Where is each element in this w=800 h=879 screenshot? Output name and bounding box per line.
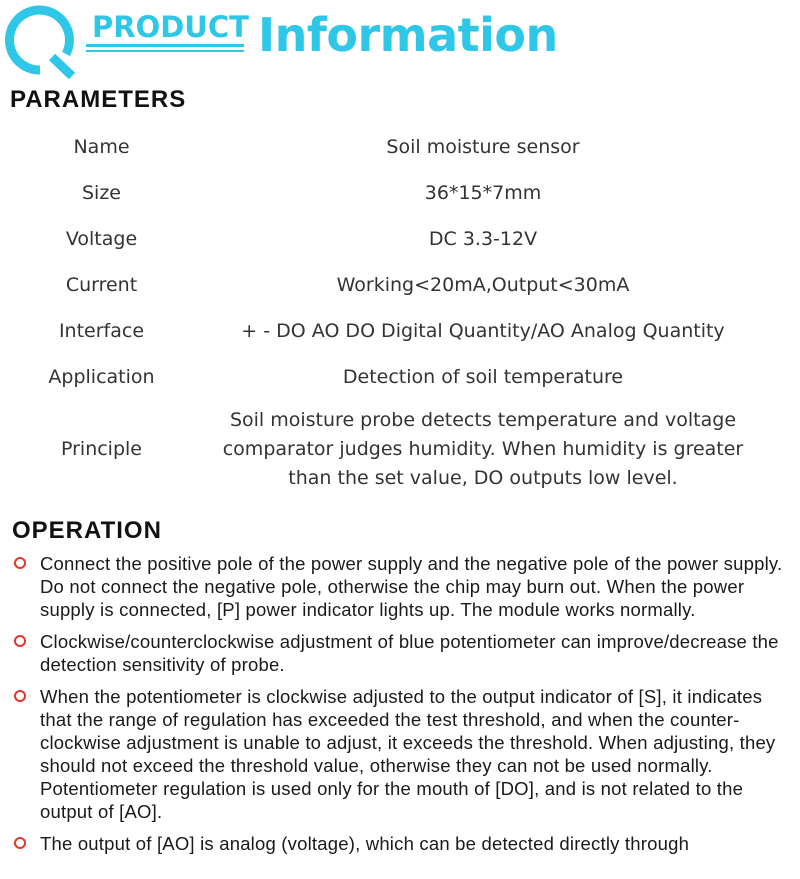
- param-row-name: [0, 124, 800, 170]
- operation-heading: OPERATION: [12, 517, 162, 544]
- parameters-heading: PARAMETERS: [10, 86, 187, 113]
- param-value: 36*15*7mm: [424, 181, 542, 204]
- param-row-application: [0, 354, 800, 400]
- param-label: Interface: [58, 320, 145, 342]
- param-row-size: [0, 170, 800, 216]
- param-label: Name: [73, 136, 130, 158]
- param-row-current: [0, 262, 800, 308]
- operation-text: The output of [AO] is analog (voltage), which can be detected directly through: [40, 833, 690, 854]
- bullet-circle-icon: [14, 635, 26, 647]
- param-label: Voltage: [65, 228, 138, 250]
- product-underline-2: [86, 50, 244, 52]
- param-row-principle: [0, 404, 800, 494]
- param-row-interface: [0, 308, 800, 354]
- list-item: [0, 630, 800, 676]
- param-label: Principle: [60, 438, 142, 460]
- magnifier-logo-icon: [0, 0, 90, 80]
- list-item: [0, 552, 800, 621]
- param-label: Size: [81, 182, 121, 204]
- page-header: [0, 0, 800, 80]
- product-logo-word: PRODUCT: [92, 10, 249, 44]
- page-title: Information: [258, 8, 558, 62]
- param-label: Application: [48, 366, 155, 388]
- list-item: [0, 832, 800, 855]
- param-value: + - DO AO DO Digital Quantity/AO Analog Quantity: [241, 319, 725, 342]
- param-value: DC 3.3-12V: [428, 227, 538, 250]
- operation-text: Connect the positive pole of the power supply and the negative pole of the power supply. Do not connect the negative pole, otherwise the chip may burn out. When the power supply is connected, [P] power indicator lights up. The module works normally.: [40, 553, 783, 620]
- param-row-voltage: [0, 216, 800, 262]
- param-value: Soil moisture sensor: [386, 135, 580, 158]
- param-value: Soil moisture probe detects temperature and voltage comparator judges humidity. When humidity is greater than the set value, DO outputs low level.: [222, 408, 744, 489]
- bullet-circle-icon: [14, 690, 26, 702]
- param-label: Current: [65, 274, 138, 296]
- param-value: Working<20mA,Output<30mA: [336, 273, 630, 296]
- product-underline: [86, 44, 244, 47]
- list-item: [0, 685, 800, 823]
- bullet-circle-icon: [14, 837, 26, 849]
- bullet-circle-icon: [14, 557, 26, 569]
- operation-text: When the potentiometer is clockwise adjusted to the output indicator of [S], it indicates that the range of regulation has exceeded the test threshold, and when the counter-clockwise adjustment is unable to adjust, it exceeds the threshold. When adjusting, they should not exceed the threshold value, otherwise they can not be used normally. Potentiometer regulation is used only for the mouth of [DO], and is not related to the output of [AO].: [40, 686, 776, 822]
- operation-list: [0, 552, 800, 864]
- parameters-table: [0, 124, 800, 494]
- operation-text: Clockwise/counterclockwise adjustment of blue potentiometer can improve/decrease the detection sensitivity of probe.: [40, 631, 779, 675]
- param-value: Detection of soil temperature: [342, 365, 624, 388]
